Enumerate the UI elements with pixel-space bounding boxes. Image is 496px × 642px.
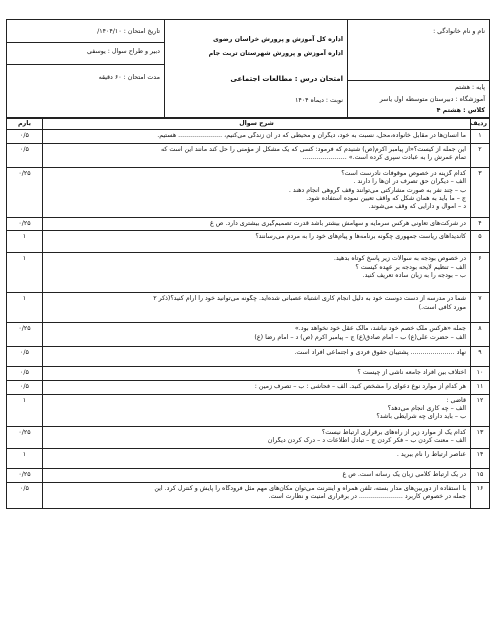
question-line: کاندیداهای ریاست جمهوری چگونه برنامه‌ها و پیام‌های خود را به مردم می‌رسانند؟ (255, 233, 466, 241)
question-number: ۷ (471, 293, 490, 323)
question-line: نهاد ...................... پشتیبان حقوق فردی و اجتماعی افراد است. (294, 349, 466, 357)
question-line: کدام یک از موارد زیر از راه‌های برقراری ارتباط نیست؟ (321, 428, 466, 436)
class-label: کلاس : هشتم ۴ (436, 107, 485, 114)
column-header-score: بارم (7, 119, 43, 130)
question-score: ۰/۲۵ (7, 168, 43, 218)
question-text (43, 380, 471, 394)
question-row (7, 468, 490, 482)
office-line-1: اداره کل آموزش و پرورش خراسان رضوی (212, 36, 343, 43)
office-line-2: اداره آموزش و پرورش شهرستان تربت جام (208, 50, 343, 57)
exam-date-label: تاریخ امتحان : (121, 28, 160, 35)
exam-meta-column (7, 20, 164, 117)
question-row (7, 426, 490, 448)
question-number: ۱۴ (471, 448, 490, 468)
question-line: در خصوص بودجه به سوالات زیر پاسخ کوتاه بدهید. (333, 255, 466, 263)
exam-sheet (6, 19, 490, 623)
question-score: ۰/۵ (7, 380, 43, 394)
question-score: ۰/۵ (7, 367, 43, 380)
question-score: ۰/۵ (7, 482, 43, 508)
question-line: تمام عمرش را به عبادت سپری کرده است.» ...................... (302, 154, 466, 162)
question-number: ۶ (471, 253, 490, 293)
course-label: امتحان درس : مطالعات اجتماعی (230, 75, 343, 83)
question-number: ۱ (471, 130, 490, 144)
question-text (43, 253, 471, 293)
student-info-column (347, 20, 489, 117)
question-line: د – اموال و دارایی که وقف می‌شوند. (368, 202, 466, 210)
question-row (7, 482, 490, 508)
question-score: ۰/۲۵ (7, 323, 43, 347)
question-score: ۰/۲۵ (7, 426, 43, 448)
question-line: ب – چند نفر به صورت مشارکتی می‌توانند وقف گروهی انجام دهند . (288, 186, 466, 194)
question-line: الف – چه کاری انجام می‌دهد؟ (387, 404, 466, 412)
question-text (43, 367, 471, 380)
exam-date-value: ۱۴۰۴/۱۰/ (97, 28, 122, 35)
question-line: هر کدام از موارد نوع دعوای را مشخص کنید. الف – فحاشی : ب – تصرف زمین : (254, 382, 466, 390)
question-line: با استفاده از دوربین‌های مدار بسته، تلفن همراه و اینترنت می‌توان مکان‌های مهم مثل فرودگاه را پایش و کنترل کرد. این (154, 484, 466, 492)
column-header-body: شرح سوال (43, 119, 471, 130)
duration-label: مدت امتحان : ۶۰ دقیقه (98, 74, 160, 81)
question-text (43, 218, 471, 231)
question-text (43, 144, 471, 168)
question-number: ۱۰ (471, 367, 490, 380)
question-text (43, 130, 471, 144)
question-text (43, 293, 471, 323)
question-number: ۱۲ (471, 394, 490, 426)
header-divider (7, 64, 164, 65)
question-number: ۴ (471, 218, 490, 231)
question-number: ۱۳ (471, 426, 490, 448)
question-text (43, 231, 471, 253)
school-label: آموزشگاه : دبیرستان متوسطه اول یاسر (379, 96, 485, 103)
header-divider (7, 42, 164, 43)
question-line: کدام گزینه در خصوص موقوفات نادرست است؟ (341, 170, 466, 178)
question-text (43, 448, 471, 468)
question-text (43, 347, 471, 367)
question-score: ۱ (7, 253, 43, 293)
question-row (7, 293, 490, 323)
question-number: ۱۶ (471, 482, 490, 508)
question-score: ۰/۲۵ (7, 468, 43, 482)
question-text (43, 426, 471, 448)
question-line: عناصر ارتباط را نام ببرید . (396, 450, 466, 458)
question-row (7, 218, 490, 231)
question-number: ۳ (471, 168, 490, 218)
column-header-num: ردیف (471, 119, 490, 130)
question-line: ب – بودجه را به زبان ساده تعریف کنید. (362, 271, 466, 279)
question-row (7, 394, 490, 426)
question-row (7, 347, 490, 367)
question-number: ۸ (471, 323, 490, 347)
question-row (7, 448, 490, 468)
question-score: ۰/۲۵ (7, 218, 43, 231)
question-score: ۰/۵ (7, 144, 43, 168)
question-line: اختلاف بین افراد جامعه ناشی از چیست ؟ (357, 369, 466, 377)
question-row (7, 323, 490, 347)
question-line: در یک ارتباط کلامی زبان یک رسانه است. ص غ (342, 470, 466, 478)
question-row (7, 231, 490, 253)
question-line: ما انسان‌ها در مقابل خانواده،محل، نسبت به خود، دیگران و محیطی که در آن زندگی می‌کنیم، ...................... هستیم. (157, 132, 466, 140)
question-text (43, 323, 471, 347)
question-line: الف – دیگران حق تصرف در آن‌ها را دارند . (353, 178, 466, 186)
question-number: ۵ (471, 231, 490, 253)
question-line: در شرکت‌های تعاونی هرکس سرمایه و سهامش بیشتر باشد قدرت تصمیم‌گیری بیشتری دارد. ص غ (209, 220, 466, 228)
student-name-label: نام و نام خانوادگی : (433, 28, 485, 35)
question-line: ب – باید دارای چه شرایطی باشد؟ (376, 412, 466, 420)
question-line: جمله در خصوص کاربرد ...................... در برقراری امنیت و نظارت است. (268, 492, 466, 500)
header-divider (348, 80, 489, 81)
question-row (7, 367, 490, 380)
question-line: این جمله از کیست؟«از پیامبر اکرم(ص) شنیدم که فرمود: کسی که یک مشکل از مؤمنی را حل کند مانند این است که (160, 146, 466, 154)
teacher-label: دبیر و طراح سوال : یوسفی (87, 48, 160, 55)
question-score: ۱ (7, 448, 43, 468)
exam-header (6, 19, 490, 118)
question-number: ۲ (471, 144, 490, 168)
question-number: ۹ (471, 347, 490, 367)
session-label: نوبت : دیماه ۱۴۰۴ (294, 97, 343, 104)
question-text (43, 168, 471, 218)
question-line: ج – ما باید به همان شکل که واقف تعیین نموده استفاده شود. (306, 194, 466, 202)
question-row (7, 144, 490, 168)
question-row (7, 253, 490, 293)
question-row (7, 168, 490, 218)
question-line: مورد کافی است.) (418, 303, 466, 311)
question-text (43, 482, 471, 508)
grade-label: پایه : هشتم (455, 84, 485, 91)
question-score: ۱ (7, 394, 43, 426)
office-info-column (164, 20, 347, 117)
question-line: جمله «هرکس ملک خصم خود نباشد، مالک عقل خود نخواهد بود.» (294, 325, 466, 333)
question-row (7, 130, 490, 144)
exam-date (11, 28, 160, 36)
question-line: قاضی : (446, 396, 466, 404)
question-row (7, 380, 490, 394)
question-line: الف – معنت کردن ب – فکر کردن ج – تبادل اطلاعات د – درک کردن دیگران (267, 436, 466, 444)
question-score: ۱ (7, 231, 43, 253)
question-score: ۰/۵ (7, 347, 43, 367)
question-score: ۱ (7, 293, 43, 323)
question-number: ۱۱ (471, 380, 490, 394)
question-number: ۱۵ (471, 468, 490, 482)
question-text (43, 394, 471, 426)
question-line: الف – تنظیم لایحه بودجه بر عهده کیست ؟ (355, 263, 466, 271)
question-line: شما در مدرسه از دست دوست خود به دلیل انجام کاری اشتباه عصبانی شده‌اید. چگونه می‌توانید خود را آرام کنید؟(ذکر ۲ (153, 295, 466, 303)
question-score: ۰/۵ (7, 130, 43, 144)
table-header-row (7, 119, 490, 130)
question-text (43, 468, 471, 482)
question-line: الف – حضرت علی(ع) ب – امام صادق(ع) ج – پیامبر اکرم (ص) د – امام رضا (ع) (254, 333, 466, 341)
questions-body (7, 130, 490, 508)
questions-table (6, 118, 490, 509)
